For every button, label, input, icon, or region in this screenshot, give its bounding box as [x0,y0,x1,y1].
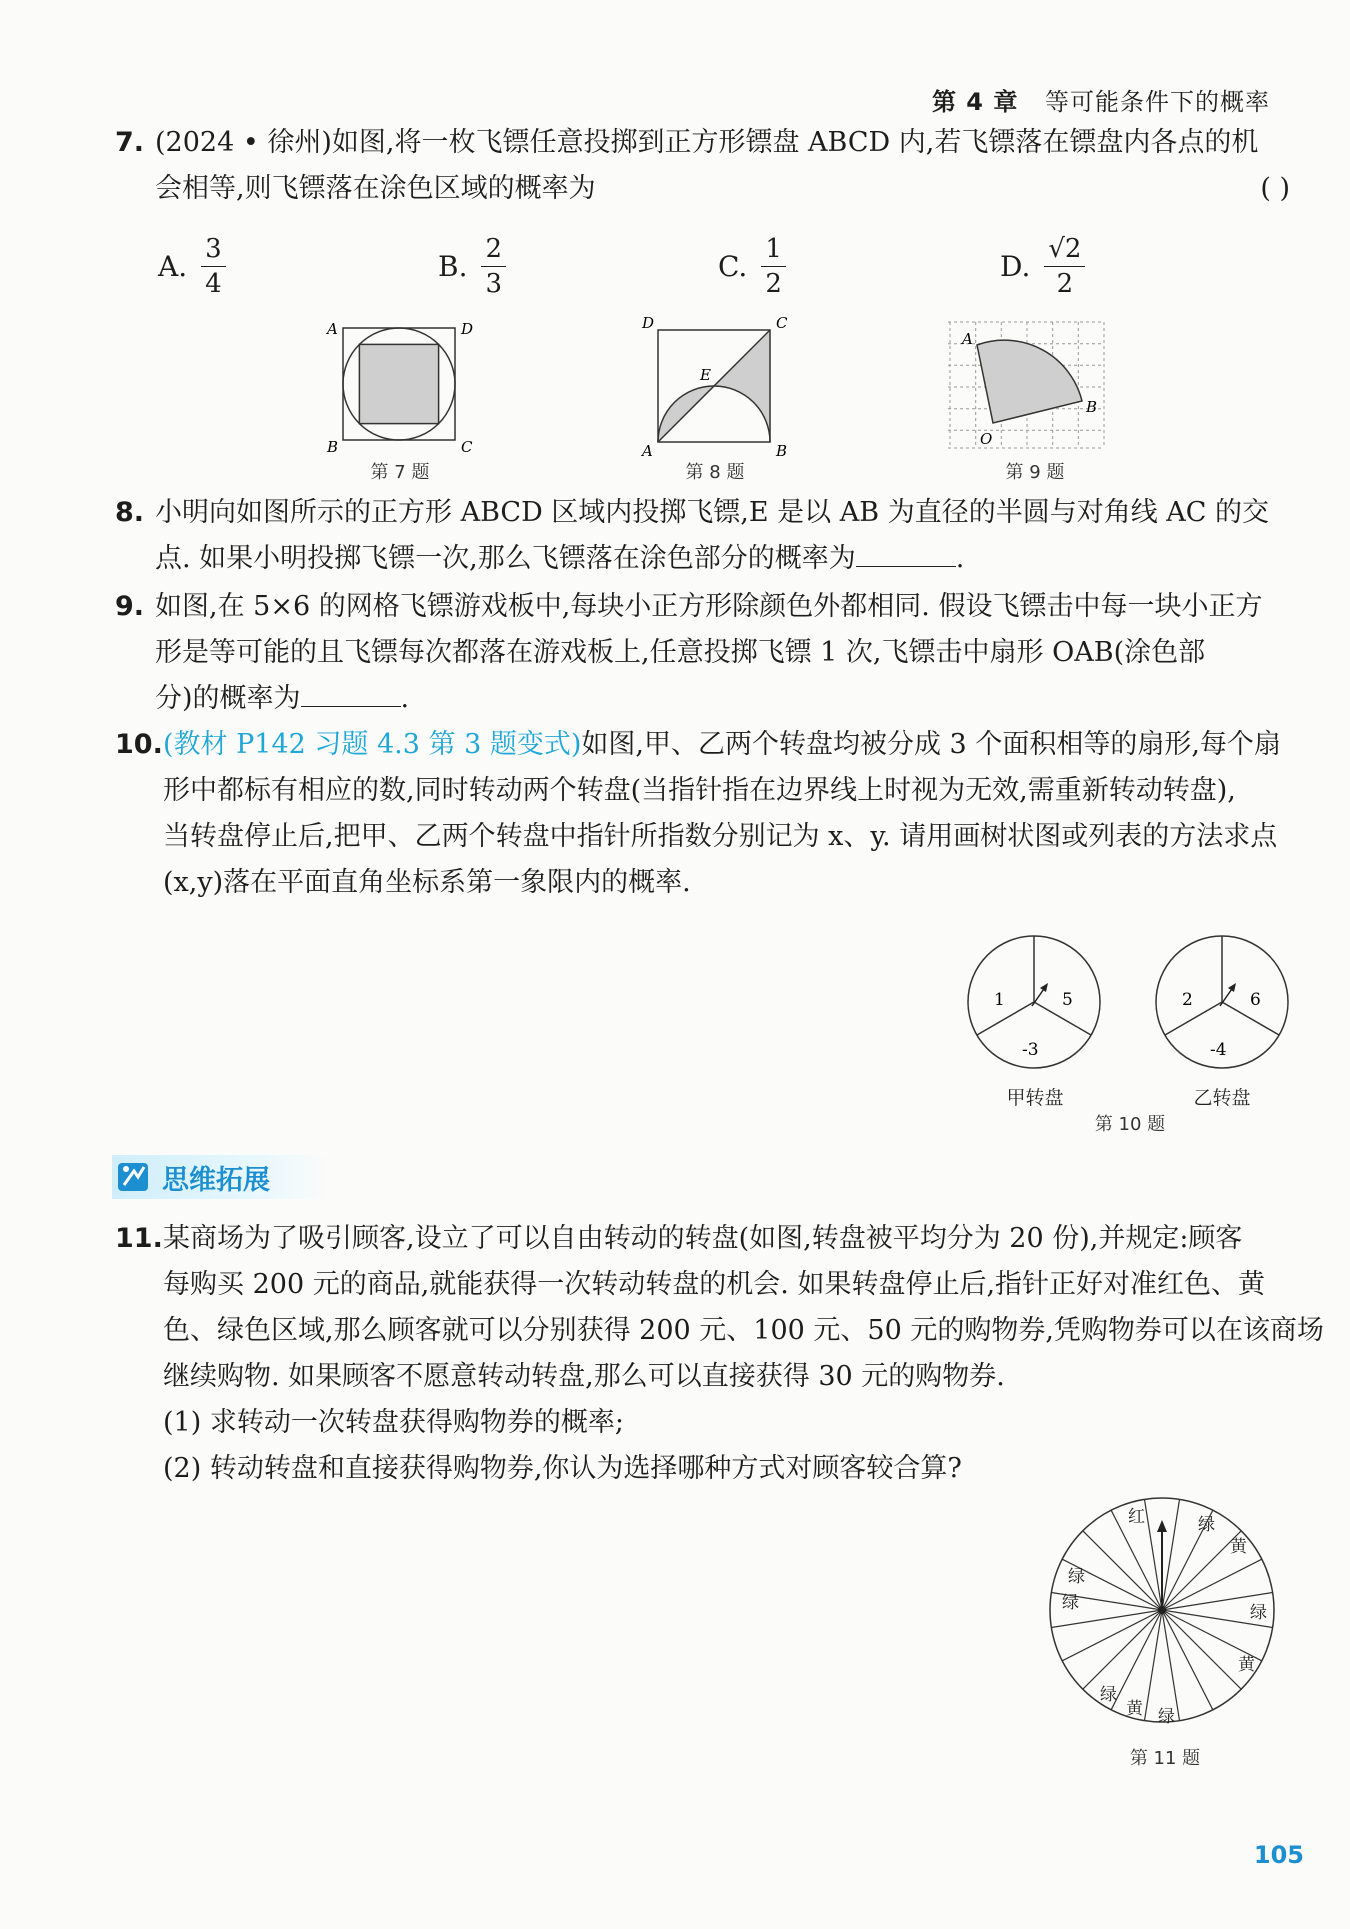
label-d: D [461,320,474,338]
sector-green: 绿 [1158,1707,1175,1727]
question-7 [115,120,1290,220]
question-text: 继续购物. 如果顾客不愿意转动转盘,那么可以直接获得 30 元的购物券. [163,1361,1005,1392]
label-o: O [980,430,993,448]
option-d [1000,232,1085,301]
numerator: 3 [201,232,226,267]
label-b: B [776,442,788,458]
question-text: 会相等,则飞镖落在涂色区域的概率为 [155,173,596,204]
answer-blank[interactable] [856,536,956,567]
sector-green: 绿 [1100,1685,1117,1705]
sector-green: 绿 [1250,1603,1267,1623]
label-b: B [1086,398,1098,416]
question-number: 11. [115,1223,163,1254]
figure-11-caption: 第 11 题 [1129,1748,1201,1769]
option-b [438,232,506,301]
spinner-number: 1 [994,990,1005,1010]
question-text: 如图,甲、乙两个转盘均被分成 3 个面积相等的扇形,每个扇 [581,729,1281,760]
sector-red: 红 [1128,1507,1145,1527]
chapter-header [932,82,1270,117]
question-text: 当转盘停止后,把甲、乙两个转盘中指针所指数分别记为 x、y. 请用画树状图或列表的方法求点 [163,821,1278,852]
question-number: 8. [115,497,145,528]
period: . [400,683,410,714]
section-banner [112,1155,327,1199]
option-a [158,232,226,301]
fraction [201,232,226,301]
label-b: B [327,438,339,456]
numerator: 2 [481,232,506,267]
spinner-jia-label: 甲转盘 [1006,1087,1064,1109]
question-text-line3 [155,676,409,722]
spinner-number: 5 [1062,990,1073,1010]
question-text: 每购买 200 元的商品,就能获得一次转动转盘的机会. 如果转盘停止后,指针正好对准红色、黄 [163,1269,1266,1300]
label-a: A [962,330,973,348]
period: . [955,543,965,574]
question-text: (x,y)落在平面直角坐标系第一象限内的概率. [163,867,691,898]
question-text: (2024 • 徐州)如图,将一枚飞镖任意投掷到正方形镖盘 ABCD 内,若飞镖落在镖盘内各点的机 [155,127,1259,158]
option-c [718,232,786,301]
fraction [1044,232,1085,301]
sector-green: 绿 [1068,1567,1085,1587]
fraction [761,232,786,301]
question-text: 分)的概率为 [155,683,301,714]
chapter-title: 等可能条件下的概率 [1045,88,1270,116]
question-number: 10. [115,729,163,760]
option-label: C. [718,250,748,283]
spinner-yi-label: 乙转盘 [1193,1087,1251,1109]
spinner-number: -4 [1210,1040,1227,1060]
question-text: 形是等可能的且飞镖每次都落在游戏板上,任意投掷飞镖 1 次,飞镖击中扇形 OAB(涂色部 [155,637,1206,668]
answer-blank[interactable] [301,676,401,707]
source-reference: (教材 P142 习题 4.3 第 3 题变式) [163,729,582,760]
question-9 [115,584,1290,722]
question-text: 某商场为了吸引顾客,设立了可以自由转动的转盘(如图,转盘被平均分为 20 份),并规定:顾客 [163,1223,1243,1254]
question-number: 7. [115,127,145,158]
figure-8 [638,312,798,458]
question-text: 点. 如果小明投掷飞镖一次,那么飞镖落在涂色部分的概率为 [155,543,856,574]
label-a: A [642,442,653,458]
sector-yellow: 黄 [1230,1537,1247,1557]
spinner-number: 2 [1182,990,1193,1010]
figure-9-caption: 第 9 题 [1005,462,1065,483]
wheel-spoke [1083,1531,1162,1610]
question-number: 9. [115,591,145,622]
option-label: B. [438,250,468,283]
numerator: 1 [761,232,786,267]
question-11 [115,1216,1324,1506]
wheel-spoke [1162,1610,1241,1689]
label-a: A [327,320,338,338]
spinner-number: -3 [1022,1040,1039,1060]
question-text-line2 [155,536,964,582]
denominator: 4 [205,269,222,299]
numerator: √2 [1044,232,1085,267]
question-10 [115,722,1290,906]
label-e: E [700,366,711,384]
fraction [481,232,506,301]
denominator: 2 [765,269,782,299]
figure-8-caption: 第 8 题 [685,462,745,483]
question-text: 小明向如图所示的正方形 ABCD 区域内投掷飞镖,E 是以 AB 为直径的半圆与对角线 AC 的交 [155,497,1270,528]
sector-yellow: 黄 [1126,1699,1143,1719]
figure-9 [948,318,1108,454]
question-8 [115,490,1290,582]
spinner-number: 6 [1250,990,1261,1010]
figure-10-caption: 第 10 题 [1094,1114,1166,1135]
section-icon [116,1159,152,1195]
answer-parentheses: ( ) [1260,173,1290,204]
spinner-jia [960,928,1110,1078]
spinner-yi [1148,928,1298,1078]
page-number: 105 [1253,1841,1304,1869]
sub-question-1: (1) 求转动一次转盘获得购物券的概率; [163,1407,624,1438]
wheel-spoke [1083,1610,1162,1689]
option-label: A. [158,250,188,283]
denominator: 2 [1056,269,1074,299]
chapter-number: 第 4 章 [931,88,1019,116]
question-text: 形中都标有相应的数,同时转动两个转盘(当指针指在边界线上时视为无效,需重新转动转盘), [163,775,1236,806]
sub-question-2: (2) 转动转盘和直接获得购物券,你认为选择哪种方式对顾客较合算? [163,1453,962,1484]
section-title: 思维拓展 [162,1164,270,1196]
question-text: 色、绿色区域,那么顾客就可以分别获得 200 元、100 元、50 元的购物券,凭购物券可以在该商场 [163,1315,1324,1346]
label-d: D [642,314,655,332]
figure-11-wheel [1042,1490,1282,1730]
figure-7 [325,318,475,458]
label-c: C [461,438,473,456]
label-c: C [776,314,788,332]
option-label: D. [1000,250,1031,283]
question-text-line1 [163,722,1281,768]
sector-green: 绿 [1198,1515,1215,1535]
denominator: 3 [485,269,503,299]
sector-green: 绿 [1062,1593,1079,1613]
sector-yellow: 黄 [1238,1655,1255,1675]
question-text: 如图,在 5×6 的网格飞镖游戏板中,每块小正方形除颜色外都相同. 假设飞镖击中每一块小正方 [155,591,1263,622]
figure-7-caption: 第 7 题 [370,462,430,483]
